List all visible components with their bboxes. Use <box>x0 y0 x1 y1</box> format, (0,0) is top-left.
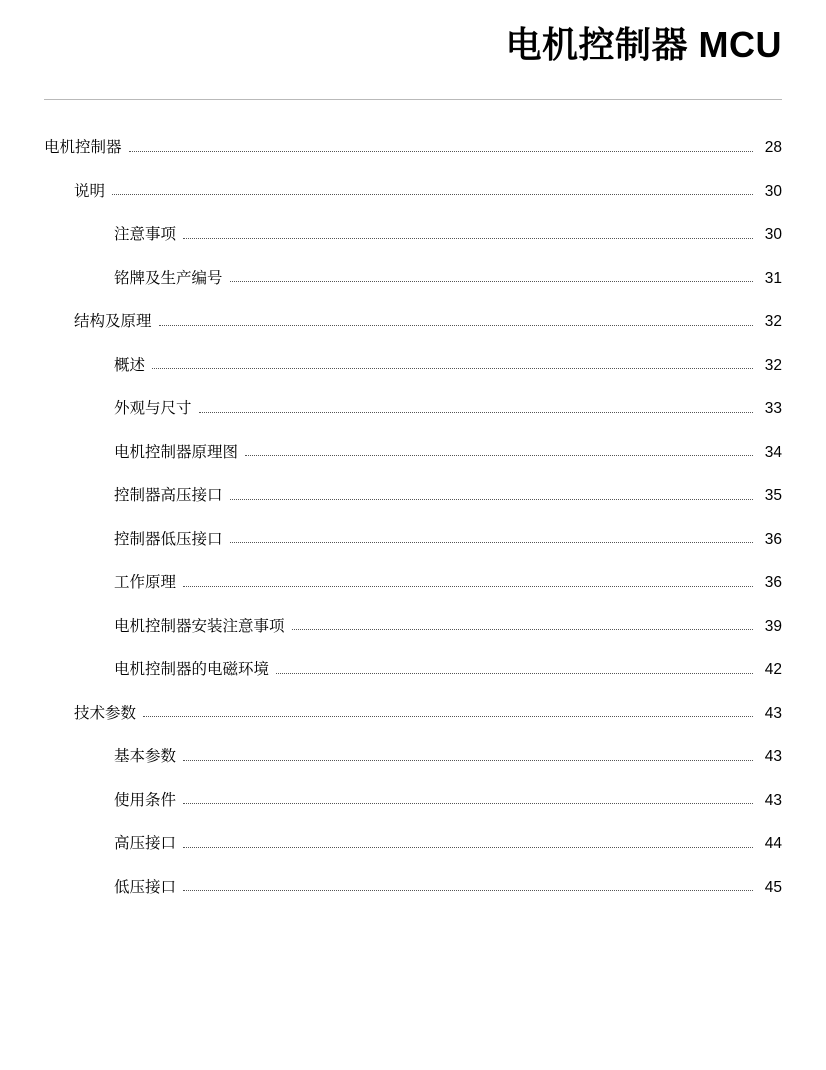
toc-entry[interactable] <box>114 257 782 301</box>
toc-entry-page-number: 36 <box>764 574 782 591</box>
toc-leader-dots <box>230 281 753 282</box>
toc-entry-page-number: 43 <box>764 748 782 765</box>
toc-entry-label: 结构及原理 <box>74 313 152 330</box>
toc-entry[interactable] <box>74 170 782 214</box>
toc-entry-label: 控制器低压接口 <box>114 530 223 548</box>
toc-entry-label: 电机控制器安装注意事项 <box>114 617 285 635</box>
toc-entry-label: 技术参数 <box>74 704 137 722</box>
toc-entry-page-number: 42 <box>764 661 782 678</box>
toc-entry[interactable] <box>114 387 782 431</box>
toc-entry-label: 工作原理 <box>114 574 177 591</box>
toc-entry-page-number: 43 <box>764 791 782 809</box>
toc-leader-dots <box>183 238 753 239</box>
toc-entry[interactable] <box>114 561 782 605</box>
toc-leader-dots <box>183 760 753 761</box>
toc-entry-label: 概述 <box>114 356 146 374</box>
toc-entry-label: 说明 <box>74 182 106 200</box>
toc-entry[interactable] <box>114 605 782 649</box>
toc-leader-dots <box>183 890 753 891</box>
toc-leader-dots <box>152 368 753 369</box>
toc-leader-dots <box>199 412 753 413</box>
toc-entry-page-number: 45 <box>764 878 782 896</box>
toc-leader-dots <box>112 194 753 195</box>
toc-leader-dots <box>143 716 753 717</box>
toc-entry-page-number: 33 <box>764 400 782 417</box>
toc-entry[interactable] <box>74 300 782 344</box>
toc-entry-page-number: 43 <box>764 704 782 722</box>
toc-leader-dots <box>230 542 753 543</box>
toc-entry[interactable] <box>114 735 782 779</box>
toc-entry[interactable] <box>114 474 782 518</box>
toc-entry[interactable] <box>114 431 782 475</box>
toc-entry-page-number: 34 <box>764 443 782 461</box>
toc-entry-label: 使用条件 <box>114 791 177 809</box>
toc-leader-dots <box>183 586 753 587</box>
toc-entry[interactable] <box>114 779 782 823</box>
toc-leader-dots <box>245 455 753 456</box>
title-divider <box>44 99 782 100</box>
toc-entry-page-number: 39 <box>764 617 782 635</box>
toc-entry[interactable] <box>114 822 782 866</box>
toc-entry[interactable] <box>114 344 782 388</box>
toc-entry-page-number: 28 <box>764 139 782 156</box>
toc-entry-page-number: 44 <box>764 835 782 852</box>
toc-leader-dots <box>230 499 753 500</box>
toc-entry-label: 注意事项 <box>114 226 177 243</box>
toc-entry-label: 电机控制器的电磁环境 <box>114 661 270 678</box>
toc-entry-label: 低压接口 <box>114 878 177 896</box>
toc-entry-label: 铭牌及生产编号 <box>114 269 223 287</box>
toc-entry-page-number: 36 <box>764 530 782 548</box>
toc-entry-label: 高压接口 <box>114 835 177 852</box>
toc-leader-dots <box>276 673 753 674</box>
toc-entry-page-number: 32 <box>764 356 782 374</box>
toc-entry[interactable] <box>114 866 782 910</box>
page-title: 电机控制器 MCU <box>505 24 782 65</box>
toc-entry-label: 电机控制器 <box>44 139 122 156</box>
toc-entry-label: 电机控制器原理图 <box>114 443 239 461</box>
toc-leader-dots <box>129 151 753 152</box>
toc-leader-dots <box>292 629 753 630</box>
toc-entry[interactable] <box>74 692 782 736</box>
toc-entry[interactable] <box>114 213 782 257</box>
toc-entry-label: 基本参数 <box>114 748 177 765</box>
toc-entry-page-number: 31 <box>764 269 782 287</box>
toc-leader-dots <box>159 325 753 326</box>
toc-leader-dots <box>183 803 753 804</box>
toc-entry[interactable] <box>114 518 782 562</box>
toc-entry[interactable] <box>114 648 782 692</box>
toc-entry-label: 外观与尺寸 <box>114 400 192 417</box>
toc-entry-page-number: 32 <box>764 313 782 330</box>
toc-entry-page-number: 35 <box>764 487 782 504</box>
toc-entry-page-number: 30 <box>764 226 782 243</box>
table-of-contents <box>44 126 782 909</box>
toc-entry-label: 控制器高压接口 <box>114 487 223 504</box>
toc-entry[interactable] <box>44 126 782 170</box>
toc-leader-dots <box>183 847 753 848</box>
toc-entry-page-number: 30 <box>764 182 782 200</box>
